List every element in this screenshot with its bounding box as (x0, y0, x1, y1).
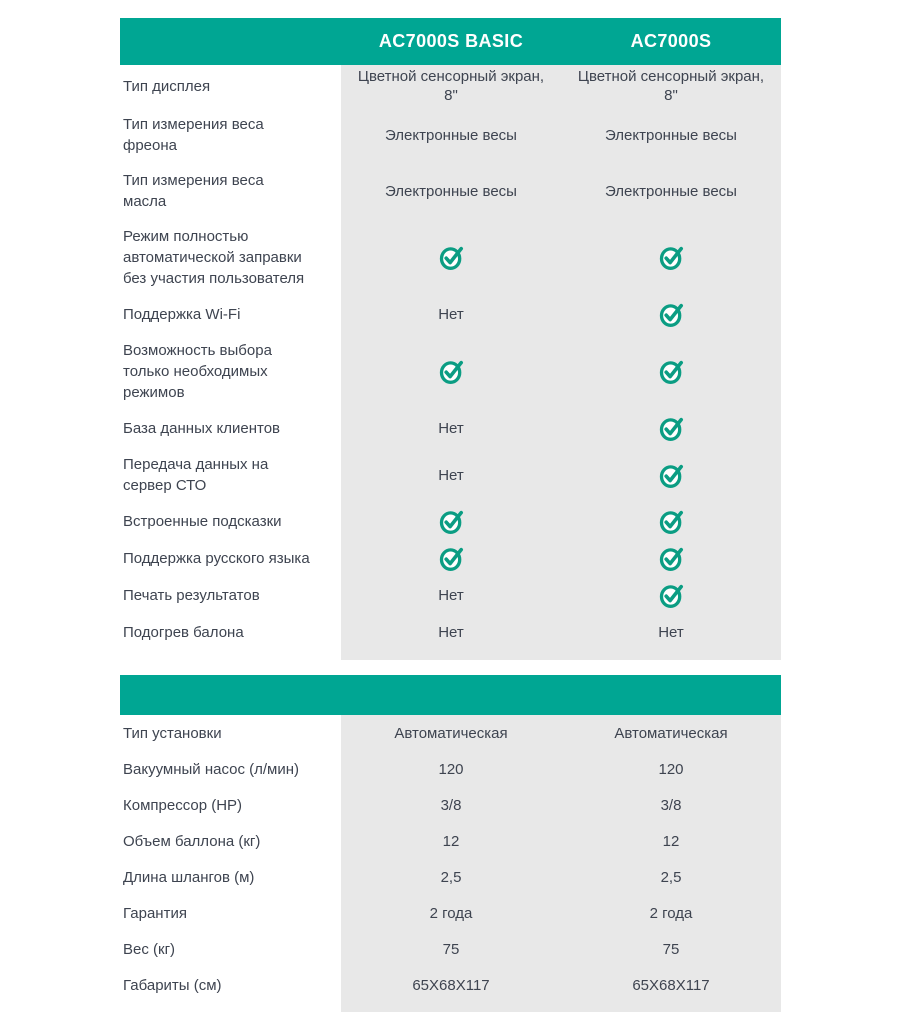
column-header-basic: AC7000S BASIC (378, 31, 524, 51)
column-header-full: AC7000S (630, 31, 712, 51)
row-label: Печать результатов (120, 577, 341, 614)
value-cell (341, 503, 561, 540)
value-text: Нет (658, 624, 684, 641)
value-cell (341, 107, 561, 163)
value-text: Цветной сенсорный экран, 8" (357, 68, 545, 104)
check-icon (659, 244, 684, 271)
row-label: Встроенные подсказки (120, 503, 341, 540)
value-cell (561, 503, 781, 540)
value-cell (561, 163, 781, 219)
tail-spacer (120, 1003, 341, 1012)
table1-tail (120, 651, 781, 660)
tail-fill (341, 651, 781, 660)
row-label: Поддержка русского языка (120, 540, 341, 577)
check-icon (659, 301, 684, 328)
value-cell (341, 163, 561, 219)
table2-tail (120, 1003, 781, 1012)
value-text: 120 (438, 760, 464, 778)
value-text: 65X68X117 (412, 976, 490, 994)
check-icon (659, 462, 684, 489)
value-cell (341, 219, 561, 296)
value-cell (341, 614, 561, 651)
value-text: 120 (658, 760, 684, 778)
comparison-content (120, 18, 781, 1012)
value-text: Электронные весы (605, 126, 737, 144)
row-label: Режим полностью автоматической заправки без участия пользователя (120, 219, 341, 296)
table-row (120, 614, 781, 651)
row-label: Габариты (см) (120, 967, 341, 1003)
row-label: Тип дисплея (120, 65, 341, 107)
table-row (120, 447, 781, 503)
row-label: Передача данных на сервер СТО (120, 447, 341, 503)
value-cell (341, 895, 561, 931)
check-icon (439, 545, 464, 572)
value-text: Электронные весы (385, 182, 517, 200)
table1-rows (120, 65, 781, 651)
value-cell (561, 751, 781, 787)
value-text: 12 (442, 832, 460, 850)
table-row (120, 540, 781, 577)
table-row (120, 859, 781, 895)
check-icon (439, 508, 464, 535)
table1-header-bar (120, 18, 781, 65)
table-row (120, 967, 781, 1003)
tail-spacer (120, 651, 341, 660)
value-text: 2 года (649, 904, 693, 922)
check-icon (439, 244, 464, 271)
value-cell (341, 751, 561, 787)
table-row (120, 296, 781, 333)
value-cell (341, 967, 561, 1003)
value-text: 12 (662, 832, 680, 850)
value-cell (341, 410, 561, 447)
value-cell (561, 333, 781, 410)
row-label: Вес (кг) (120, 931, 341, 967)
check-icon (659, 545, 684, 572)
row-label: Возможность выбора только необходимых режимов (120, 333, 341, 410)
value-cell (341, 931, 561, 967)
value-text: 75 (662, 940, 680, 958)
table-row (120, 895, 781, 931)
value-text: Нет (438, 466, 464, 484)
value-text: Электронные весы (605, 182, 737, 200)
row-label: Объем баллона (кг) (120, 823, 341, 859)
tables-gap (120, 660, 781, 675)
table-row (120, 787, 781, 823)
value-cell (561, 447, 781, 503)
check-icon (439, 358, 464, 385)
table2-header-bar (120, 675, 781, 715)
value-cell (561, 715, 781, 751)
table-row (120, 715, 781, 751)
row-label: Тип измерения веса фреона (120, 107, 341, 163)
value-cell (561, 859, 781, 895)
table-row (120, 219, 781, 296)
value-cell (561, 540, 781, 577)
value-cell (561, 895, 781, 931)
value-text: Автоматическая (614, 724, 728, 742)
row-label: Длина шлангов (м) (120, 859, 341, 895)
value-cell (561, 614, 781, 651)
value-cell (561, 296, 781, 333)
value-cell (561, 410, 781, 447)
table-row (120, 333, 781, 410)
value-cell (341, 715, 561, 751)
value-cell (341, 823, 561, 859)
value-text: 3/8 (440, 796, 462, 814)
value-text: Электронные весы (385, 126, 517, 144)
row-label: Поддержка Wi-Fi (120, 296, 341, 333)
table-row (120, 577, 781, 614)
check-icon (659, 358, 684, 385)
table-row (120, 65, 781, 107)
table-row (120, 931, 781, 967)
value-text: 65X68X117 (632, 976, 710, 994)
row-label: Подогрев балона (120, 614, 341, 651)
value-text: 75 (442, 940, 460, 958)
table-row (120, 107, 781, 163)
table-row (120, 410, 781, 447)
table2-rows (120, 715, 781, 1003)
row-label: База данных клиентов (120, 410, 341, 447)
row-label: Тип измерения веса масла (120, 163, 341, 219)
value-cell (341, 296, 561, 333)
value-text: Нет (438, 306, 464, 323)
value-cell (341, 787, 561, 823)
table-row (120, 823, 781, 859)
row-label: Тип установки (120, 715, 341, 751)
value-text: Нет (438, 624, 464, 641)
value-cell (561, 107, 781, 163)
value-cell (561, 65, 781, 107)
table-row (120, 163, 781, 219)
value-text: Нет (438, 420, 464, 437)
row-label: Компрессор (HP) (120, 787, 341, 823)
value-cell (561, 823, 781, 859)
value-text: 2 года (429, 904, 473, 922)
value-text: Нет (438, 587, 464, 604)
value-cell (561, 931, 781, 967)
value-text: 3/8 (660, 796, 682, 814)
check-icon (659, 582, 684, 609)
table-row (120, 503, 781, 540)
row-label: Вакуумный насос (л/мин) (120, 751, 341, 787)
value-text: 2,5 (660, 868, 682, 886)
value-cell (561, 967, 781, 1003)
value-cell (341, 577, 561, 614)
check-icon (659, 508, 684, 535)
value-cell (561, 787, 781, 823)
value-cell (561, 577, 781, 614)
check-icon (659, 415, 684, 442)
value-cell (341, 447, 561, 503)
row-label: Гарантия (120, 895, 341, 931)
value-cell (341, 65, 561, 107)
value-text: Автоматическая (394, 724, 508, 742)
value-text: Цветной сенсорный экран, 8" (577, 68, 765, 104)
table-row (120, 751, 781, 787)
value-text: 2,5 (440, 868, 462, 886)
value-cell (341, 859, 561, 895)
value-cell (341, 540, 561, 577)
value-cell (561, 219, 781, 296)
tail-fill (341, 1003, 781, 1012)
value-cell (341, 333, 561, 410)
